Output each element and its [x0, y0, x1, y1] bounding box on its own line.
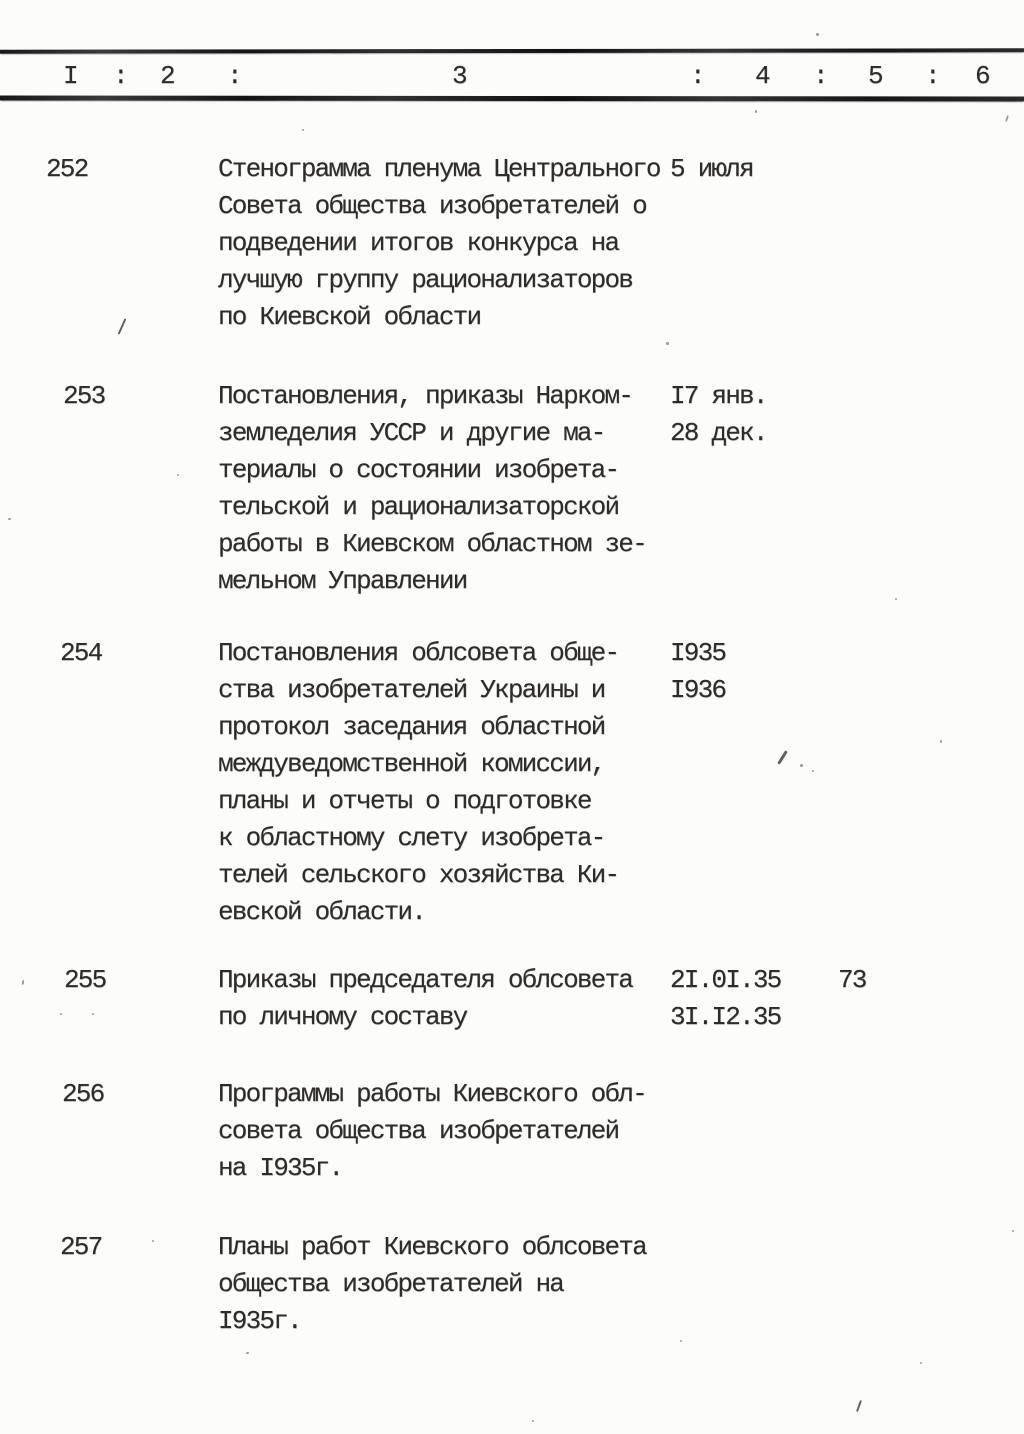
- description-line: Планы работ Киевского облсовета: [218, 1232, 646, 1262]
- description-line: Программы работы Киевского обл-: [218, 1079, 646, 1109]
- scan-speck: [22, 980, 25, 985]
- scan-speck: [940, 740, 942, 743]
- entry-description: [218, 962, 632, 1036]
- date-line: 2I.0I.35: [670, 965, 781, 995]
- date-line: 28 дек.: [670, 418, 767, 448]
- description-line: Совета общества изобретателей о: [218, 191, 646, 221]
- description-line: по личному составу: [218, 1002, 467, 1032]
- description-line: совета общества изобретателей: [218, 1116, 619, 1146]
- entry-number: 253: [63, 381, 105, 411]
- header-column-5: 5: [868, 61, 883, 91]
- scan-speck: [680, 1340, 682, 1342]
- header-column-3: 3: [452, 61, 467, 91]
- description-line: работы в Киевском областном зе-: [218, 529, 646, 559]
- date-line: I935: [670, 638, 726, 668]
- description-line: на I935г.: [218, 1153, 343, 1183]
- header-separator: :: [690, 61, 705, 91]
- scan-speck: [920, 1362, 922, 1364]
- entry-pages-count: 73: [838, 965, 866, 995]
- description-line: телей сельского хозяйства Ки-: [218, 860, 619, 890]
- scan-stroke-mark: [118, 318, 127, 334]
- description-line: евской области.: [218, 897, 426, 927]
- description-line: Стенограмма пленума Центрального: [218, 154, 660, 184]
- header-column-4: 4: [755, 61, 770, 91]
- scan-speck: [812, 770, 814, 772]
- date-line: I7 янв.: [670, 381, 767, 411]
- entry-description: [218, 151, 660, 336]
- description-line: териалы о состоянии изобрета-: [218, 455, 619, 485]
- entry-dates: [670, 635, 725, 709]
- scan-speck: [246, 1352, 249, 1354]
- header-column-I: I: [63, 61, 78, 91]
- description-line: Постановления облсовета обще-: [218, 638, 619, 668]
- scan-speck: [8, 518, 11, 520]
- date-line: 3I.I2.35: [670, 1002, 781, 1032]
- description-line: тельской и рационализаторской: [218, 492, 619, 522]
- entry-description: [218, 635, 618, 931]
- entry-number: 257: [60, 1232, 102, 1262]
- description-line: I935г.: [218, 1306, 301, 1336]
- header-separator: :: [227, 61, 242, 91]
- scan-speck: [532, 1420, 534, 1422]
- description-line: мельном Управлении: [218, 566, 467, 596]
- header-column-2: 2: [160, 61, 175, 91]
- scan-stroke-mark: [777, 750, 787, 764]
- entry-description: [218, 1076, 646, 1187]
- scan-speck: [666, 342, 669, 345]
- date-line: 5 июля: [670, 154, 753, 184]
- scan-speck: [1012, 1230, 1014, 1232]
- description-line: лучшую группу рационализаторов: [218, 265, 633, 295]
- description-line: Постановления, приказы Нарком-: [218, 381, 633, 411]
- scan-speck: [302, 129, 304, 131]
- scan-speck: [800, 764, 803, 767]
- entry-description: [218, 1229, 646, 1340]
- description-line: земледелия УССР и другие ма-: [218, 418, 605, 448]
- description-line: к областному слету изобрета-: [218, 823, 605, 853]
- header-separator: :: [113, 61, 128, 91]
- header-column-6: 6: [975, 61, 990, 91]
- scan-speck: [895, 598, 897, 600]
- description-line: ства изобретателей Украины и: [218, 675, 605, 705]
- scan-speck: [755, 110, 757, 113]
- entry-number: 252: [46, 154, 88, 184]
- scan-speck: [152, 1240, 154, 1242]
- description-line: междуведомственной комиссии,: [218, 749, 605, 779]
- description-line: по Киевской области: [218, 302, 481, 332]
- description-line: подведении итогов конкурса на: [218, 228, 619, 258]
- description-line: протокол заседания областной: [218, 712, 605, 742]
- entry-number: 256: [62, 1079, 104, 1109]
- scan-speck: [177, 474, 179, 476]
- entry-dates: [670, 151, 753, 188]
- header-separator: :: [925, 61, 940, 91]
- description-line: Приказы председателя облсовета: [218, 965, 633, 995]
- scan-speck: [816, 33, 819, 36]
- description-line: общества изобретателей на: [218, 1269, 564, 1299]
- date-line: I936: [670, 675, 726, 705]
- scan-speck: [92, 1013, 94, 1015]
- header-top-rule: [0, 48, 1024, 53]
- header-bottom-rule: [0, 95, 1024, 101]
- scan-stroke-mark: [856, 1400, 862, 1412]
- scan-speck: [1005, 115, 1009, 122]
- entry-number: 255: [64, 965, 106, 995]
- entry-number: 254: [60, 638, 102, 668]
- entry-description: [218, 378, 646, 600]
- scan-speck: [60, 1013, 62, 1015]
- description-line: планы и отчеты о подготовке: [218, 786, 591, 816]
- entry-dates: [670, 378, 767, 452]
- header-separator: :: [813, 61, 828, 91]
- entry-dates: [670, 962, 780, 1036]
